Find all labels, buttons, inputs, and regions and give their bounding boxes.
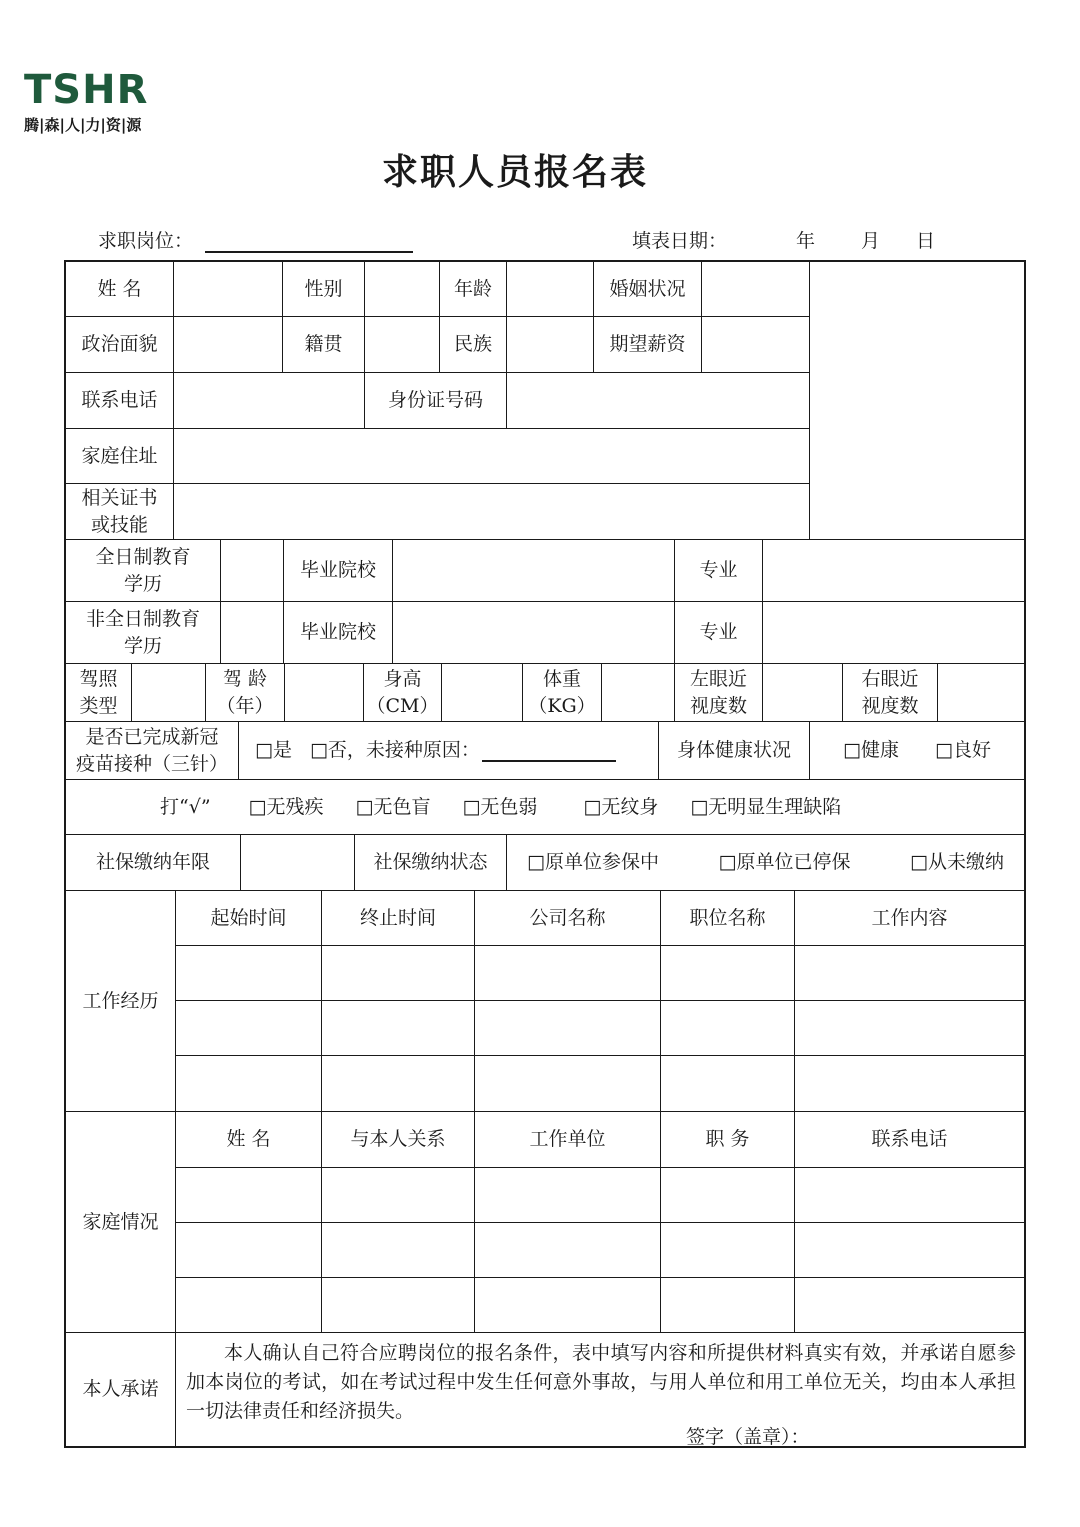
marital-field[interactable]	[702, 262, 810, 317]
signature-label: 签字（盖章）：	[686, 1426, 810, 1448]
left-eye-field[interactable]	[763, 664, 843, 722]
family-header-name: 姓 名	[176, 1112, 322, 1168]
insured-checkbox[interactable]: □原单位参保中	[527, 851, 659, 873]
checks-prompt: 打“√”	[160, 795, 211, 818]
fulltime-school-label: 毕业院校	[284, 540, 393, 602]
family-row-2-cell-2[interactable]	[322, 1223, 475, 1278]
work-row-3-cell-1[interactable]	[176, 1056, 322, 1112]
family-header-relation: 与本人关系	[322, 1112, 475, 1168]
vaccine-label: 是否已完成新冠 疫苗接种（三针）	[66, 722, 239, 780]
marital-label: 婚姻状况	[594, 262, 702, 317]
driving-years-field[interactable]	[285, 664, 364, 722]
family-row-2-cell-1[interactable]	[176, 1223, 322, 1278]
promise-text: 本人确认自己符合应聘岗位的报名条件，表中填写内容和所提供材料真实有效，并承诺自愿参加本岗位的考试，如在考试过程中发生任何意外事故，与用人单位和用工单位无关，均由本人承担一切法律责任和经济损失。	[186, 1342, 1016, 1422]
family-row-1-cell-3[interactable]	[475, 1168, 661, 1223]
parttime-school-field[interactable]	[393, 602, 675, 664]
family-row-1-cell-4[interactable]	[661, 1168, 795, 1223]
vaccine-yes-checkbox[interactable]: □是	[255, 739, 292, 761]
no-disability-checkbox[interactable]: □无残疾	[248, 795, 324, 818]
name-field[interactable]	[174, 262, 283, 317]
work-row-3-cell-3[interactable]	[475, 1056, 661, 1112]
family-row-3-cell-4[interactable]	[661, 1278, 795, 1333]
family-header-title: 职 务	[661, 1112, 795, 1168]
no-color-weak-checkbox[interactable]: □无色弱	[462, 795, 538, 818]
no-color-blind-checkbox[interactable]: □无色盲	[355, 795, 431, 818]
date-month: 月	[861, 230, 881, 252]
no-defect-checkbox[interactable]: □无明显生理缺陷	[690, 795, 842, 818]
license-label: 驾照 类型	[66, 664, 132, 722]
family-row-1-cell-1[interactable]	[176, 1168, 322, 1223]
condition-checks	[66, 780, 1024, 835]
address-field[interactable]	[174, 429, 810, 484]
position-label: 求职岗位：	[98, 230, 194, 252]
work-row-2-cell-1[interactable]	[176, 1001, 322, 1056]
family-row-1-cell-5[interactable]	[795, 1168, 1024, 1223]
age-field[interactable]	[507, 262, 594, 317]
stopped-checkbox[interactable]: □原单位已停保	[718, 851, 851, 873]
work-row-1-cell-3[interactable]	[475, 946, 661, 1001]
parttime-education-label: 非全日制教育 学历	[66, 602, 221, 664]
ethnicity-label: 民族	[440, 317, 507, 373]
driving-years-label: 驾 龄 （年）	[206, 664, 285, 722]
form-title: 求职人员报名表	[381, 151, 648, 193]
id-number-label: 身份证号码	[365, 373, 507, 429]
address-label: 家庭住址	[66, 429, 174, 484]
date-day: 日	[916, 230, 936, 252]
family-label: 家庭情况	[66, 1112, 176, 1333]
age-label: 年龄	[440, 262, 507, 317]
good-checkbox[interactable]: □良好	[935, 739, 991, 761]
healthy-checkbox[interactable]: □健康	[843, 739, 899, 761]
logo-company-name: 腾|森|人|力|资|源	[24, 116, 142, 134]
logo-mark: TSHR	[24, 67, 149, 113]
ethnicity-field[interactable]	[507, 317, 594, 373]
work-row-1-cell-1[interactable]	[176, 946, 322, 1001]
work-header-content: 工作内容	[795, 891, 1024, 946]
weight-field[interactable]	[602, 664, 675, 722]
license-field[interactable]	[132, 664, 206, 722]
certificates-label: 相关证书 或技能	[66, 484, 174, 540]
social-years-label: 社保缴纳年限	[66, 835, 241, 891]
fulltime-major-field[interactable]	[763, 540, 1024, 602]
work-row-2-cell-3[interactable]	[475, 1001, 661, 1056]
family-header-phone: 联系电话	[795, 1112, 1024, 1168]
right-eye-label: 右眼近 视度数	[843, 664, 938, 722]
id-number-field[interactable]	[507, 373, 810, 429]
fulltime-major-label: 专业	[675, 540, 763, 602]
work-row-1-cell-4[interactable]	[661, 946, 795, 1001]
family-row-2-cell-5[interactable]	[795, 1223, 1024, 1278]
right-eye-field[interactable]	[938, 664, 1024, 722]
name-label: 姓 名	[66, 262, 174, 317]
position-field[interactable]	[205, 251, 413, 253]
native-field[interactable]	[365, 317, 440, 373]
social-status-options	[507, 835, 1024, 891]
weight-label: 体重 （KG）	[523, 664, 602, 722]
fulltime-education-label: 全日制教育 学历	[66, 540, 221, 602]
gender-field[interactable]	[365, 262, 440, 317]
phone-label: 联系电话	[66, 373, 174, 429]
work-row-3-cell-2[interactable]	[322, 1056, 475, 1112]
work-row-1-cell-2[interactable]	[322, 946, 475, 1001]
family-row-3-cell-3[interactable]	[475, 1278, 661, 1333]
work-row-3-cell-5[interactable]	[795, 1056, 1024, 1112]
social-years-field[interactable]	[241, 835, 355, 891]
family-row-2-cell-4[interactable]	[661, 1223, 795, 1278]
work-row-2-cell-4[interactable]	[661, 1001, 795, 1056]
work-header-end: 终止时间	[322, 891, 475, 946]
parttime-school-label: 毕业院校	[284, 602, 393, 664]
salary-field[interactable]	[702, 317, 810, 373]
work-label: 工作经历	[66, 891, 176, 1112]
date-label: 填表日期：	[632, 230, 728, 252]
no-tattoo-checkbox[interactable]: □无纹身	[583, 795, 659, 818]
fulltime-school-field[interactable]	[393, 540, 675, 602]
work-row-2-cell-2[interactable]	[322, 1001, 475, 1056]
family-row-1-cell-2[interactable]	[322, 1168, 475, 1223]
application-form	[64, 260, 1026, 1448]
photo-box[interactable]	[810, 262, 1024, 540]
phone-field[interactable]	[174, 373, 365, 429]
work-row-2-cell-5[interactable]	[795, 1001, 1024, 1056]
vaccine-options	[239, 722, 659, 780]
health-options	[810, 722, 1024, 780]
date-year: 年	[796, 230, 816, 252]
fulltime-education-field[interactable]	[221, 540, 284, 602]
work-header-start: 起始时间	[176, 891, 322, 946]
never-paid-checkbox[interactable]: □从未缴纳	[910, 851, 1004, 873]
height-label: 身高 （CM）	[364, 664, 442, 722]
native-label: 籍贯	[283, 317, 365, 373]
political-label: 政治面貌	[66, 317, 174, 373]
height-field[interactable]	[442, 664, 523, 722]
family-row-2-cell-3[interactable]	[475, 1223, 661, 1278]
parttime-major-label: 专业	[675, 602, 763, 664]
family-row-3-cell-1[interactable]	[176, 1278, 322, 1333]
vaccine-reason-field[interactable]	[482, 740, 616, 762]
work-header-company: 公司名称	[475, 891, 661, 946]
family-row-3-cell-2[interactable]	[322, 1278, 475, 1333]
health-label: 身体健康状况	[659, 722, 810, 780]
work-header-position: 职位名称	[661, 891, 795, 946]
work-row-3-cell-4[interactable]	[661, 1056, 795, 1112]
gender-label: 性别	[283, 262, 365, 317]
parttime-major-field[interactable]	[763, 602, 1024, 664]
promise-text-block	[176, 1333, 1026, 1426]
parttime-education-field[interactable]	[221, 602, 284, 664]
family-row-3-cell-5[interactable]	[795, 1278, 1024, 1333]
certificates-field[interactable]	[174, 484, 810, 540]
family-header-employer: 工作单位	[475, 1112, 661, 1168]
social-status-label: 社保缴纳状态	[355, 835, 507, 891]
left-eye-label: 左眼近 视度数	[675, 664, 763, 722]
company-logo	[24, 68, 148, 135]
vaccine-no-checkbox[interactable]: □否，未接种原因：	[309, 739, 480, 761]
promise-label: 本人承诺	[66, 1333, 176, 1446]
salary-label: 期望薪资	[594, 317, 702, 373]
work-row-1-cell-5[interactable]	[795, 946, 1024, 1001]
political-field[interactable]	[174, 317, 283, 373]
